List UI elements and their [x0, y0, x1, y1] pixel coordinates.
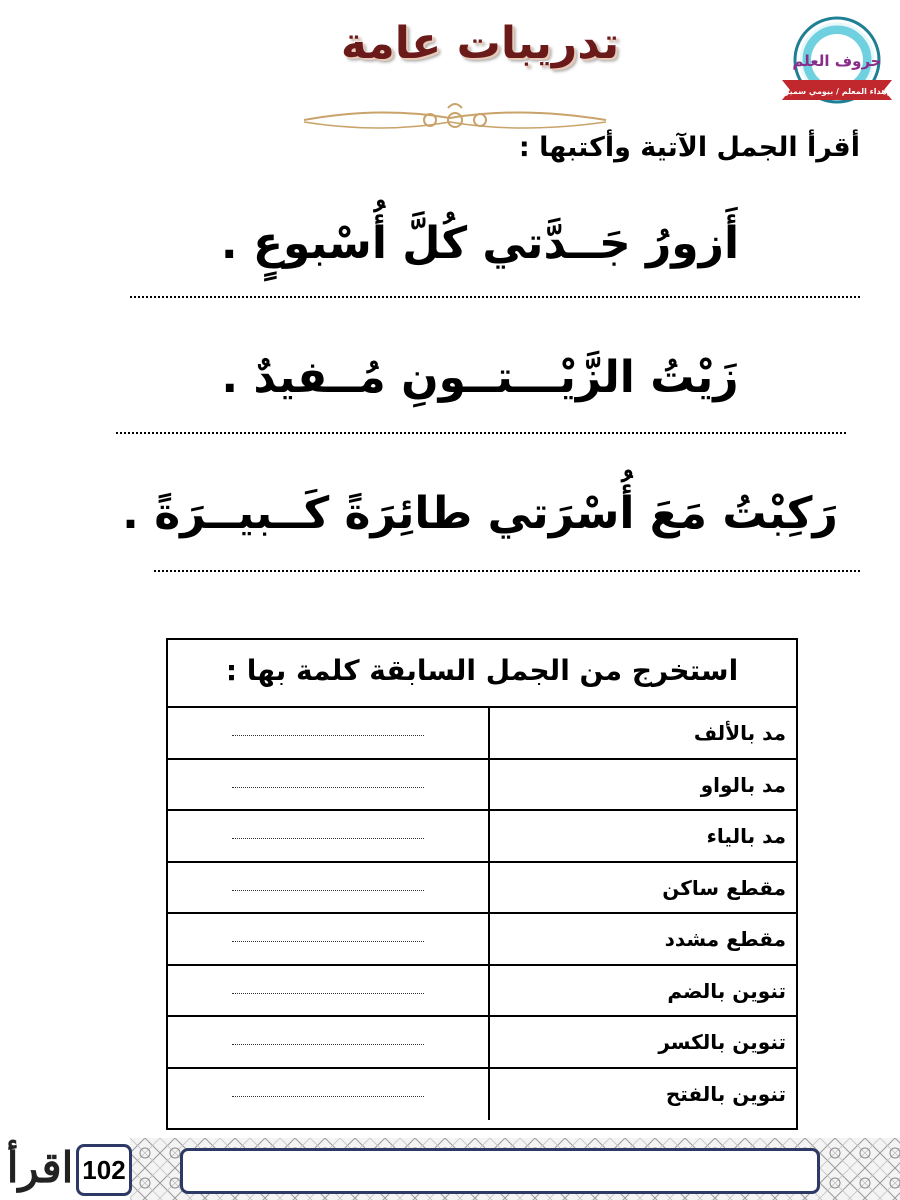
answer-dots	[232, 1096, 424, 1097]
table-row	[168, 1017, 796, 1069]
row-label: تنوين بالفتح	[488, 1069, 796, 1121]
answer-cell[interactable]	[168, 914, 488, 964]
table-row	[168, 1069, 796, 1121]
answer-dots	[232, 735, 424, 736]
table-header: استخرج من الجمل السابقة كلمة بها :	[168, 640, 796, 708]
page-number: 102	[76, 1144, 132, 1196]
table-row	[168, 760, 796, 812]
sentence-2: زَيْتُ الزَّيْـــتــونِ مُــفيدٌ .	[221, 352, 739, 403]
answer-cell[interactable]	[168, 811, 488, 861]
writing-line-1[interactable]	[130, 296, 860, 298]
answer-cell[interactable]	[168, 1017, 488, 1067]
sentence-3: رَكِبْتُ مَعَ أُسْرَتي طائِرَةً كَــبيــرَةً .	[122, 488, 838, 539]
answer-cell[interactable]	[168, 708, 488, 758]
answer-cell[interactable]	[168, 1069, 488, 1121]
sentence-1: أَزورُ جَــدَّتي كُلَّ أُسْبوعٍ .	[220, 218, 740, 269]
answer-dots	[232, 838, 424, 839]
row-label: مد بالألف	[488, 708, 796, 758]
footer-frame	[180, 1148, 820, 1194]
iqra-calligraphy	[0, 1100, 76, 1200]
svg-text:إهداء المعلم / بيومي سمير: إهداء المعلم / بيومي سمير	[784, 87, 890, 96]
badge-logo	[778, 14, 896, 114]
instruction-text: أقرأ الجمل الآتية وأكتبها :	[518, 132, 860, 163]
row-label: مد بالواو	[488, 760, 796, 810]
answer-cell[interactable]	[168, 760, 488, 810]
writing-line-3[interactable]	[154, 570, 860, 572]
row-label: مقطع ساكن	[488, 863, 796, 913]
answer-dots	[232, 941, 424, 942]
row-label: مقطع مشدد	[488, 914, 796, 964]
answer-cell[interactable]	[168, 863, 488, 913]
answer-dots	[232, 1044, 424, 1045]
svg-text:اقرأ: اقرأ	[6, 1143, 74, 1192]
answer-dots	[232, 890, 424, 891]
answer-dots	[232, 787, 424, 788]
row-label: تنوين بالضم	[488, 966, 796, 1016]
writing-line-2[interactable]	[116, 432, 846, 434]
row-label: تنوين بالكسر	[488, 1017, 796, 1067]
table-row	[168, 708, 796, 760]
table-row	[168, 914, 796, 966]
extraction-table	[166, 638, 798, 1130]
table-row	[168, 966, 796, 1018]
answer-dots	[232, 993, 424, 994]
svg-text:حروف العلم: حروف العلم	[792, 52, 882, 70]
answer-cell[interactable]	[168, 966, 488, 1016]
table-row	[168, 811, 796, 863]
page-title: تدريبات عامة	[340, 18, 620, 69]
row-label: مد بالياء	[488, 811, 796, 861]
table-row	[168, 863, 796, 915]
